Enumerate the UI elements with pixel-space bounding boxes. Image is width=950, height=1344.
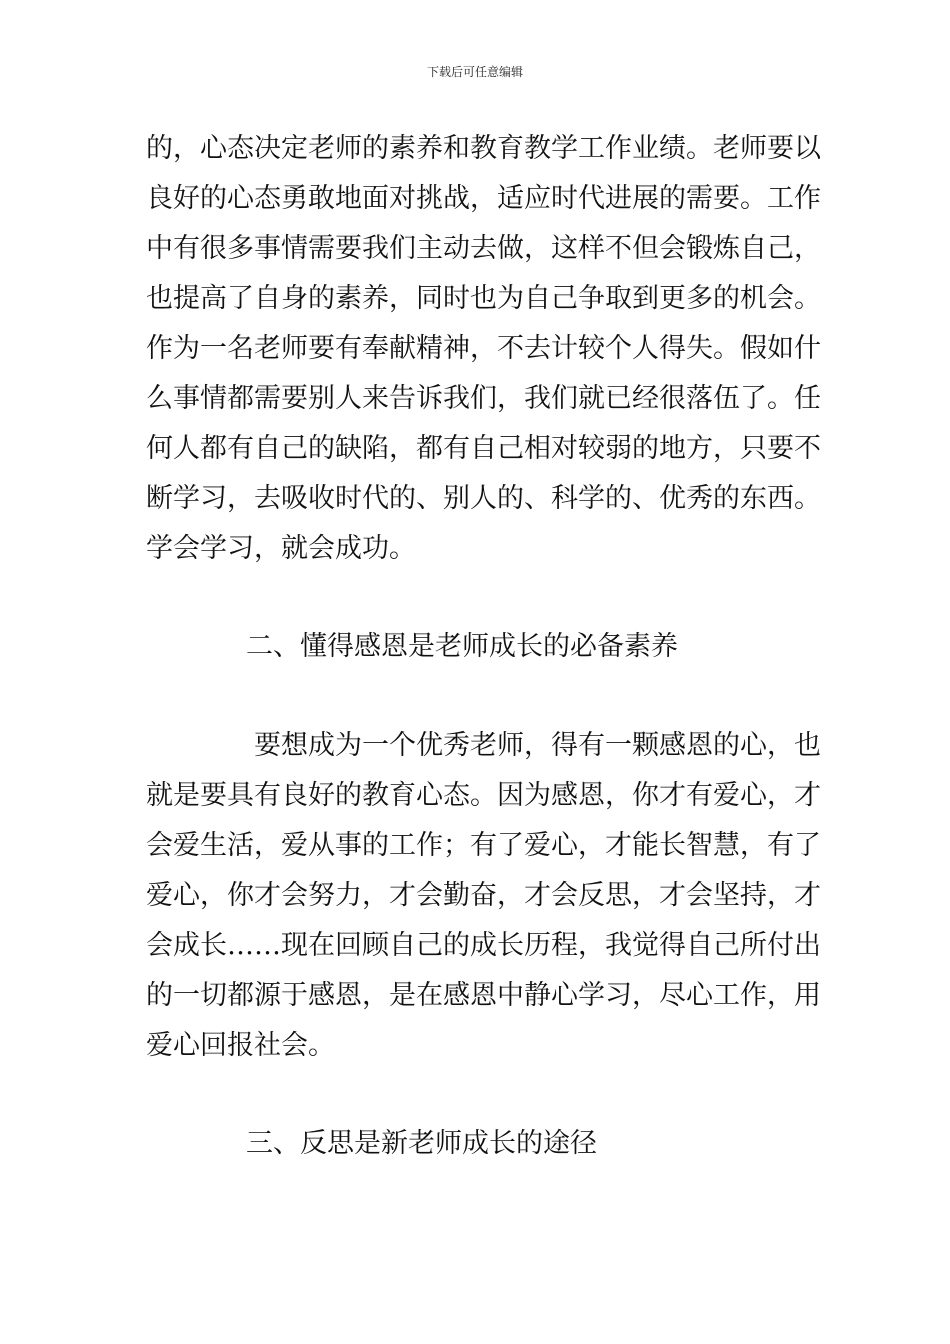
paragraph-1-line: 作为一名老师要有奉献精神，不去计较个人得失。假如什 [146, 333, 821, 364]
paragraph-2 [146, 721, 821, 1071]
page-header-note: 下载后可任意编辑 [426, 65, 523, 79]
section-2-heading: 二、懂得感恩是老师成长的必备素养 [246, 631, 678, 662]
paragraph-1-line: 也提高了自身的素养，同时也为自己争取到更多的机会。 [146, 283, 821, 314]
paragraph-2-line: 会成长……现在回顾自己的成长历程，我觉得自己所付出 [146, 930, 821, 961]
paragraph-2-line: 的一切都源于感恩，是在感恩中静心学习，尽心工作，用 [146, 980, 821, 1011]
paragraph-1-line: 断学习，去吸收时代的、别人的、科学的、优秀的东西。 [146, 483, 821, 514]
paragraph-1-line: 学会学习，就会成功。 [146, 533, 416, 564]
paragraph-2-line: 爱心回报社会。 [146, 1030, 335, 1061]
paragraph-1-line: 的，心态决定老师的素养和教育教学工作业绩。老师要以 [146, 133, 821, 164]
paragraph-1-line: 何人都有自己的缺陷，都有自己相对较弱的地方，只要不 [146, 433, 821, 464]
section-3-heading: 三、反思是新老师成长的途径 [246, 1128, 597, 1159]
paragraph-1-line: 么事情都需要别人来告诉我们，我们就已经很落伍了。任 [146, 383, 821, 414]
paragraph-2-line: 就是要具有良好的教育心态。因为感恩，你才有爱心，才 [146, 780, 821, 811]
paragraph-2-line: 要想成为一个优秀老师，得有一颗感恩的心，也 [254, 730, 821, 761]
paragraph-1-line: 良好的心态勇敢地面对挑战，适应时代进展的需要。工作 [146, 183, 821, 214]
paragraph-2-line: 爱心，你才会努力，才会勤奋，才会反思，才会坚持，才 [146, 880, 821, 911]
paragraph-1 [146, 124, 821, 574]
paragraph-2-line: 会爱生活，爱从事的工作；有了爱心，才能长智慧，有了 [146, 830, 821, 861]
paragraph-1-line: 中有很多事情需要我们主动去做，这样不但会锻炼自己， [146, 233, 821, 264]
